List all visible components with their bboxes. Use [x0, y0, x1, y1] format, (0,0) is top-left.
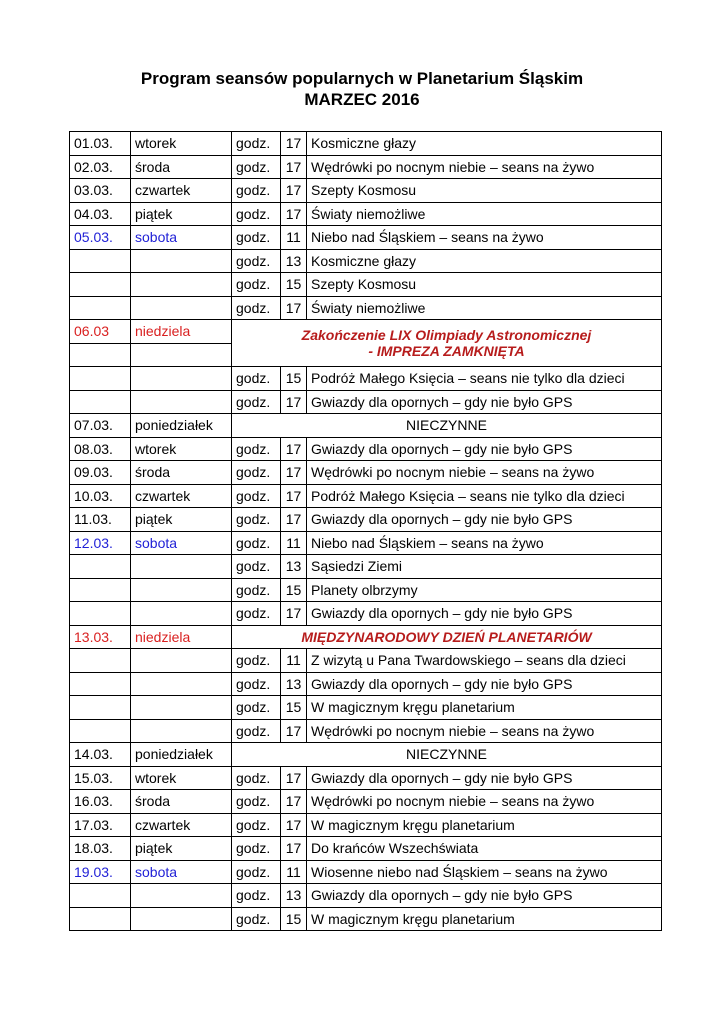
page-title [0, 68, 724, 110]
godz-label: godz. [232, 367, 281, 391]
table-row [70, 813, 662, 837]
date-cell [70, 907, 131, 931]
show-title: Gwiazdy dla opornych – gdy nie było GPS [307, 602, 662, 626]
closed-cell: NIECZYNNE [232, 743, 662, 767]
show-title: Podróż Małego Księcia – seans nie tylko dla dzieci [307, 484, 662, 508]
godz-label: godz. [232, 649, 281, 673]
godz-label: godz. [232, 555, 281, 579]
show-title: Gwiazdy dla opornych – gdy nie było GPS [307, 508, 662, 532]
godz-label: godz. [232, 531, 281, 555]
show-title: Wędrówki po nocnym niebie – seans na żywo [307, 719, 662, 743]
date-cell [70, 578, 131, 602]
godz-label: godz. [232, 860, 281, 884]
day-cell: czwartek [131, 484, 232, 508]
hour-cell: 13 [281, 555, 307, 579]
day-cell [131, 296, 232, 320]
table-row [70, 743, 662, 767]
day-cell [131, 578, 232, 602]
godz-label: godz. [232, 884, 281, 908]
day-cell: czwartek [131, 813, 232, 837]
godz-label: godz. [232, 672, 281, 696]
table-row [70, 790, 662, 814]
day-cell: sobota [131, 226, 232, 250]
hour-cell: 11 [281, 226, 307, 250]
table-row [70, 273, 662, 297]
day-cell [131, 884, 232, 908]
hour-cell: 17 [281, 813, 307, 837]
show-title: Do krańców Wszechświata [307, 837, 662, 861]
godz-label: godz. [232, 790, 281, 814]
show-title: Gwiazdy dla opornych – gdy nie było GPS [307, 390, 662, 414]
show-title: Szepty Kosmosu [307, 273, 662, 297]
date-cell: 14.03. [70, 743, 131, 767]
day-cell: sobota [131, 531, 232, 555]
table-row [70, 907, 662, 931]
date-cell: 19.03. [70, 860, 131, 884]
hour-cell: 15 [281, 696, 307, 720]
hour-cell: 17 [281, 296, 307, 320]
table-row [70, 602, 662, 626]
show-title: W magicznym kręgu planetarium [307, 813, 662, 837]
date-cell [70, 884, 131, 908]
table-row [70, 719, 662, 743]
show-title: Światy niemożliwe [307, 296, 662, 320]
date-cell: 16.03. [70, 790, 131, 814]
godz-label: godz. [232, 249, 281, 273]
show-title: Gwiazdy dla opornych – gdy nie było GPS [307, 672, 662, 696]
hour-cell: 17 [281, 461, 307, 485]
table-row [70, 860, 662, 884]
table-row [70, 367, 662, 391]
hour-cell: 13 [281, 249, 307, 273]
date-cell: 05.03. [70, 226, 131, 250]
date-cell: 10.03. [70, 484, 131, 508]
date-cell [70, 390, 131, 414]
show-title: Szepty Kosmosu [307, 179, 662, 203]
date-cell: 04.03. [70, 202, 131, 226]
show-title: Gwiazdy dla opornych – gdy nie było GPS [307, 766, 662, 790]
hour-cell: 11 [281, 649, 307, 673]
table-row [70, 484, 662, 508]
date-cell: 09.03. [70, 461, 131, 485]
day-cell: środa [131, 155, 232, 179]
table-row [70, 766, 662, 790]
godz-label: godz. [232, 155, 281, 179]
date-cell [70, 273, 131, 297]
show-title: Kosmiczne głazy [307, 249, 662, 273]
table-row [70, 649, 662, 673]
event-subtitle: - IMPREZA ZAMKNIĘTA [368, 343, 525, 359]
day-cell [131, 719, 232, 743]
date-cell [70, 696, 131, 720]
table-row [70, 414, 662, 438]
date-cell: 18.03. [70, 837, 131, 861]
day-cell: piątek [131, 508, 232, 532]
table-row [70, 202, 662, 226]
show-title: Kosmiczne głazy [307, 132, 662, 156]
godz-label: godz. [232, 273, 281, 297]
show-title: Podróż Małego Księcia – seans nie tylko dla dzieci [307, 367, 662, 391]
hour-cell: 15 [281, 273, 307, 297]
godz-label: godz. [232, 296, 281, 320]
day-cell: poniedziałek [131, 414, 232, 438]
date-cell: 03.03. [70, 179, 131, 203]
table-row [70, 390, 662, 414]
date-cell: 02.03. [70, 155, 131, 179]
table-row [70, 249, 662, 273]
day-cell [131, 696, 232, 720]
table-row [70, 296, 662, 320]
table-row [70, 625, 662, 649]
day-cell: wtorek [131, 437, 232, 461]
show-title: Wędrówki po nocnym niebie – seans na żywo [307, 461, 662, 485]
show-title: Gwiazdy dla opornych – gdy nie było GPS [307, 884, 662, 908]
day-cell: środa [131, 461, 232, 485]
table-row [70, 884, 662, 908]
event-cell [232, 625, 662, 649]
day-cell [131, 907, 232, 931]
table-row [70, 437, 662, 461]
hour-cell: 17 [281, 837, 307, 861]
godz-label: godz. [232, 696, 281, 720]
event-title: Zakończenie LIX Olimpiady Astronomicznej [301, 327, 592, 343]
table-row [70, 555, 662, 579]
hour-cell: 17 [281, 179, 307, 203]
date-cell [70, 672, 131, 696]
show-title: Niebo nad Śląskiem – seans na żywo [307, 531, 662, 555]
table-row [70, 508, 662, 532]
show-title: Niebo nad Śląskiem – seans na żywo [307, 226, 662, 250]
hour-cell: 13 [281, 884, 307, 908]
godz-label: godz. [232, 461, 281, 485]
day-cell [131, 649, 232, 673]
table-row [70, 672, 662, 696]
godz-label: godz. [232, 907, 281, 931]
hour-cell: 13 [281, 672, 307, 696]
hour-cell: 17 [281, 484, 307, 508]
date-cell: 11.03. [70, 508, 131, 532]
day-cell [131, 555, 232, 579]
show-title: W magicznym kręgu planetarium [307, 696, 662, 720]
date-cell [70, 296, 131, 320]
date-cell: 06.03 [70, 320, 131, 344]
hour-cell: 17 [281, 437, 307, 461]
date-cell [70, 555, 131, 579]
table-row [70, 132, 662, 156]
title-line-1: Program seansów popularnych w Planetarium Śląskim [140, 69, 584, 88]
day-cell: poniedziałek [131, 743, 232, 767]
table-row [70, 226, 662, 250]
hour-cell: 17 [281, 602, 307, 626]
hour-cell: 15 [281, 367, 307, 391]
show-title: Sąsiedzi Ziemi [307, 555, 662, 579]
show-title: Planety olbrzymy [307, 578, 662, 602]
day-cell [131, 273, 232, 297]
day-cell: niedziela [131, 320, 232, 344]
godz-label: godz. [232, 132, 281, 156]
date-cell: 13.03. [70, 625, 131, 649]
godz-label: godz. [232, 226, 281, 250]
godz-label: godz. [232, 719, 281, 743]
godz-label: godz. [232, 508, 281, 532]
schedule-body [70, 132, 662, 931]
hour-cell: 17 [281, 155, 307, 179]
godz-label: godz. [232, 813, 281, 837]
day-cell: czwartek [131, 179, 232, 203]
hour-cell: 17 [281, 719, 307, 743]
hour-cell: 11 [281, 531, 307, 555]
show-title: W magicznym kręgu planetarium [307, 907, 662, 931]
hour-cell: 17 [281, 132, 307, 156]
show-title: Wędrówki po nocnym niebie – seans na żywo [307, 155, 662, 179]
date-cell: 01.03. [70, 132, 131, 156]
godz-label: godz. [232, 578, 281, 602]
day-cell [131, 367, 232, 391]
hour-cell: 17 [281, 766, 307, 790]
day-cell [131, 602, 232, 626]
day-cell [131, 249, 232, 273]
date-cell: 17.03. [70, 813, 131, 837]
schedule-table [69, 131, 662, 931]
godz-label: godz. [232, 202, 281, 226]
hour-cell: 15 [281, 907, 307, 931]
godz-label: godz. [232, 390, 281, 414]
show-title: Wędrówki po nocnym niebie – seans na żywo [307, 790, 662, 814]
table-row [70, 696, 662, 720]
event-cell [232, 320, 662, 367]
godz-label: godz. [232, 484, 281, 508]
date-cell [70, 367, 131, 391]
godz-label: godz. [232, 766, 281, 790]
hour-cell: 17 [281, 790, 307, 814]
table-row [70, 320, 662, 344]
date-cell: 08.03. [70, 437, 131, 461]
day-cell [131, 672, 232, 696]
hour-cell: 15 [281, 578, 307, 602]
day-cell: wtorek [131, 766, 232, 790]
day-cell: środa [131, 790, 232, 814]
day-cell [131, 343, 232, 367]
date-cell: 15.03. [70, 766, 131, 790]
date-cell [70, 719, 131, 743]
godz-label: godz. [232, 179, 281, 203]
godz-label: godz. [232, 437, 281, 461]
table-row [70, 578, 662, 602]
godz-label: godz. [232, 602, 281, 626]
day-cell: niedziela [131, 625, 232, 649]
table-row [70, 837, 662, 861]
day-cell [131, 390, 232, 414]
day-cell: piątek [131, 202, 232, 226]
show-title: Światy niemożliwe [307, 202, 662, 226]
table-row [70, 461, 662, 485]
hour-cell: 17 [281, 508, 307, 532]
table-row [70, 155, 662, 179]
date-cell: 07.03. [70, 414, 131, 438]
date-cell [70, 343, 131, 367]
show-title: Z wizytą u Pana Twardowskiego – seans dla dzieci [307, 649, 662, 673]
day-cell: piątek [131, 837, 232, 861]
day-cell: sobota [131, 860, 232, 884]
hour-cell: 17 [281, 202, 307, 226]
date-cell [70, 602, 131, 626]
show-title: Wiosenne niebo nad Śląskiem – seans na żywo [307, 860, 662, 884]
date-cell [70, 649, 131, 673]
title-line-2: MARZEC 2016 [304, 90, 420, 109]
day-cell: wtorek [131, 132, 232, 156]
closed-cell: NIECZYNNE [232, 414, 662, 438]
godz-label: godz. [232, 837, 281, 861]
event-title: MIĘDZYNARODOWY DZIEŃ PLANETARIÓW [301, 628, 592, 645]
hour-cell: 11 [281, 860, 307, 884]
date-cell [70, 249, 131, 273]
hour-cell: 17 [281, 390, 307, 414]
table-row [70, 531, 662, 555]
table-row [70, 179, 662, 203]
show-title: Gwiazdy dla opornych – gdy nie było GPS [307, 437, 662, 461]
date-cell: 12.03. [70, 531, 131, 555]
